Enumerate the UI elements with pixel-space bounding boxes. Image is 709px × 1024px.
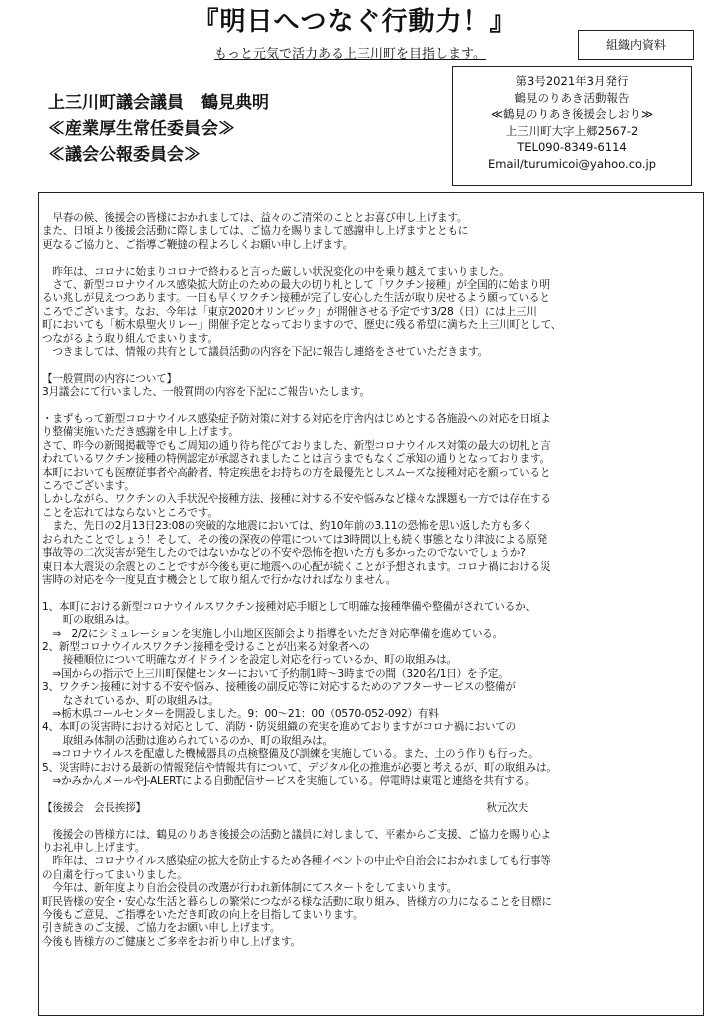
answer-item: ⇒国からの指示で上三川町保健センターにおいて予約制1時～3時までの間（320名/1日）を予定。 xyxy=(42,667,509,680)
text-line: ことを忘れてはならないところです。 xyxy=(42,506,218,519)
chairman-name: 秋元次夫 xyxy=(486,801,528,814)
text-line: つながるよう取り組んでまいります。 xyxy=(42,332,218,345)
page-subtitle: もっと元気で活力ある上三川町を目指します。 xyxy=(214,47,486,62)
issue-info-box xyxy=(452,66,692,186)
question-list xyxy=(42,601,698,789)
question-item: 5、災害時における最新の情報発信や情報共有について、デジタル化の推進が必要と考えるが、町の取組みは。 xyxy=(42,761,557,774)
main-content xyxy=(42,212,698,963)
issue-number: 第3号2021年3月発行 xyxy=(515,74,629,88)
text-line: 今年は、新年度より自治会役員の改選が行われ新体制にてスタートをしてまいります。 xyxy=(42,882,457,895)
text-line: 町においても「栃木県聖火リレー」開催予定となっておりますので、歴史に残る希望に満ちた上三川町として、 xyxy=(42,319,562,332)
member-name: 上三川町議会議員 鶴見典明 xyxy=(48,93,269,113)
question-item: 接種順位について明確なガイドラインを設定し対応を行っているか、町の取組みは。 xyxy=(42,654,457,667)
member-committee-industry: ≪産業厚生常任委員会≫ xyxy=(48,119,235,139)
greeting-header xyxy=(42,802,698,815)
text-line: ・まずもって新型コロナウイルス感染症予防対策に対する対応を庁舎内はじめとする各施設への対応を日頃よ xyxy=(42,413,551,426)
text-line: ころでございます。 xyxy=(42,480,135,493)
text-line: また、日頃より後援会活動に際しましては、ご協力を賜りまして感謝申し上げますとともに xyxy=(42,225,469,238)
text-line: 3月議会にて行いました、一般質問の内容を下記にご報告いたします。 xyxy=(42,386,370,399)
greeting-label: 【後援会 会長挨拶】 xyxy=(42,801,146,814)
text-line: るい兆しが見えつつあります。一日も早くワクチン接種が完了し安心した生活が取り戻せるよう願っていると xyxy=(42,292,550,305)
general-question-section xyxy=(42,373,698,400)
text-line: 事故等の二次災害が発生したのではないかなどの不安や恐怖を抱いた方も多かったのでないでしょうか? xyxy=(42,547,526,560)
member-block xyxy=(48,90,428,168)
page-title: 『明日へつなぐ行動力！』 xyxy=(192,7,517,37)
text-line: 後援会の皆様方には、鶴見のりあき後援会の活動と議員に対しまして、平素からご支援、ご協力を賜り心よ xyxy=(42,828,552,841)
intro-paragraph xyxy=(42,212,698,252)
text-line: 東日本大震災の余震とのことですが今後も更に地震への心配が続くことが予想されます。コロナ禍における災 xyxy=(42,560,551,573)
section-heading: 【一般質問の内容について】 xyxy=(42,372,177,385)
report-title: 鶴見のりあき活動報告 xyxy=(514,90,630,105)
answer-item: ⇒栃木県コールセンターを開設しました。9：00～21：00（0570-052-092）有料 xyxy=(42,707,439,720)
organization-name: ≪鶴見のりあき後援会しおり≫ xyxy=(490,107,654,121)
text-line: 今後も皆様方のご健康とご多幸をお祈り申し上げます。 xyxy=(42,935,301,948)
text-line: りお礼申し上げます。 xyxy=(42,842,146,854)
answer-item: ⇒コロナウイルスを配慮した機械器具の点検整備及び訓練を実施している。また、土のう作りも行った。 xyxy=(42,748,539,761)
text-line: の自粛を行ってまいりました。 xyxy=(42,868,188,881)
member-committee-publicity: ≪議会公報委員会≫ xyxy=(48,145,201,165)
text-line: 今後もご意見、ご指導をいただき町政の向上を目指してまいります。 xyxy=(42,909,364,922)
email: Email/turumicoi@yahoo.co.jp xyxy=(487,156,657,171)
address: 上三川町大字上郷2567-2 xyxy=(505,123,639,138)
answer-item: ⇒ 2/2にシミュレーションを実施し小山地区医師会より指導をいただき対応準備を進めている。 xyxy=(42,627,504,640)
text-line: り整備実施いただき感謝を申し上げます。 xyxy=(42,426,239,439)
text-line: 引き続きのご支援、ご協力をお願い申し上げます。 xyxy=(42,922,281,935)
text-line: 町民皆様の安全・安心な生活と暮らしの繁栄につながる様な活動に取り組み、皆様方の力になることを目標に xyxy=(42,895,552,908)
text-line: さて、新型コロナウイルス感染拡大防止のための最大の切り札として「ワクチン接種」が全国的に始まり明 xyxy=(42,279,550,292)
text-line: 更なるご協力と、ご指導ご鞭撻の程よろしくお願い申し上げます。 xyxy=(42,238,353,251)
details-paragraph xyxy=(42,413,698,587)
text-line: また、先日の2月13日23:08の突破的な地震においては、約10年前の3.11の恐怖を思い返した方も多く xyxy=(42,520,533,533)
text-line: しかしながら、ワクチンの入手状況や接種方法、接種に対する不安や悩みなど様々な課題も一方では存在する xyxy=(42,493,551,506)
question-item: 4、本町の災害時における対応として、消防・防災組織の充実を進めておりますがコロナ禍においての xyxy=(42,721,517,734)
telephone: TEL090-8349-6114 xyxy=(517,140,627,154)
answer-item: ⇒かみかんメールやJ-ALERTによる自動配信サービスを実施している。停電時は東電と連絡を共有する。 xyxy=(42,775,536,787)
text-line: 昨年は、コロナウイルス感染症の拡大を防止するため各種イベントの中止や自治会におかれましても行事等 xyxy=(42,855,551,868)
text-line: 昨年は、コロナに始まりコロナで終わると言った厳しい状況変化の中を乗り越えてまいりました。 xyxy=(42,265,510,278)
text-line: さて、昨今の新聞掲載等でもご周知の通り待ち侘びておりました、新型コロナウイルス対策の最大の切札と言 xyxy=(42,439,551,452)
text-line: つきましては、情報の共有として議員活動の内容を下記に報告し連絡をさせていただきます。 xyxy=(42,346,489,359)
text-line: 本町においても医療従事者や高齢者、特定疾患をお持ちの方を最優先としスムーズな接種対応を願っていると xyxy=(42,466,551,479)
text-line: われているワクチン接種の特例認定が承認されましたことは言うまでもなくご承知の通りとなっております。 xyxy=(42,453,550,466)
question-item: 町の取組みは。 xyxy=(42,614,136,627)
question-item: 2、新型コロナウイルスワクチン接種を受けることが出来る対象者への xyxy=(42,640,370,653)
text-line: 害時の対応を今一度見直す機会として取り組んで行かなければなりません。 xyxy=(42,573,397,586)
text-line: ころでございます。なお、今年は「東京2020オリンピック」が開催させる予定です3/28（日）には上三川 xyxy=(42,305,537,318)
greeting-section xyxy=(42,802,698,949)
text-line: おられたことでしょう！そして、その後の深夜の停電については3時間以上も続く事態となり津波による原発 xyxy=(42,533,548,546)
question-item: 取組み体制の活動は進められているのか、町の取組みは。 xyxy=(42,734,334,747)
question-item: 1、本町における新型コロナウイルスワクチン接種対応手順として明確な接種準備や整備がされているか、 xyxy=(42,600,536,613)
text-line: 早春の候、後援会の皆様におかれましては、益々のご清栄のこととお喜び申し上げます。 xyxy=(42,212,468,224)
question-item: なされているか、町の取組みは。 xyxy=(42,694,219,707)
question-item: 3、ワクチン接種に対する不安や悩み、接種後の副反応等に対応するためのアフターサービスの整備が xyxy=(42,681,516,694)
last-year-paragraph xyxy=(42,266,698,360)
internal-document-label: 組織内資料 xyxy=(578,30,694,60)
